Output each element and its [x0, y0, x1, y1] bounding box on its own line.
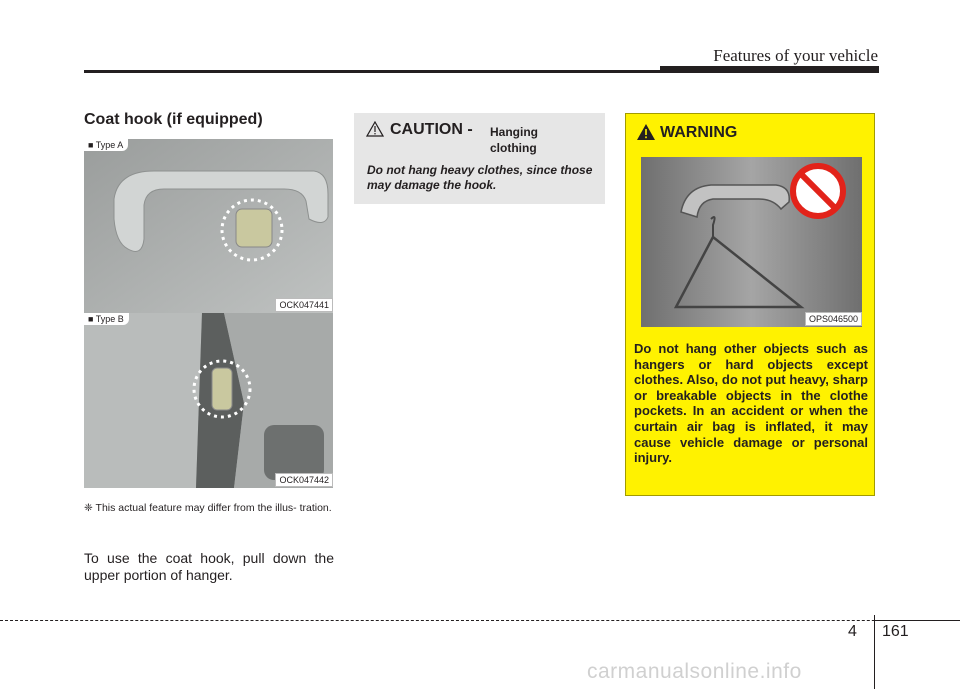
- figure-type-b: [84, 313, 333, 488]
- type-b-label: ■ Type B: [84, 313, 129, 325]
- section-title: Coat hook (if equipped): [84, 111, 263, 128]
- running-header: Features of your vehicle: [713, 46, 878, 65]
- caution-title: CAUTION -: [390, 121, 473, 138]
- type-a-code: OCK047441: [275, 298, 333, 312]
- type-a-label: ■ Type A: [84, 139, 128, 151]
- illustration-note: ❈ This actual feature may differ from the illus- tration.: [84, 502, 332, 514]
- caution-triangle-icon: [366, 121, 384, 137]
- coat-hook-type-a-photo: [84, 139, 333, 313]
- watermark: carmanualsonline.info: [587, 660, 802, 683]
- chapter-number: 4: [848, 623, 857, 640]
- warning-text: Do not hang other objects such as hangers or hard objects except clothes. Also, do not put heavy, sharp or breakable objects in the clothe pockets. In an accident or when the curtain air bag is inflated, it may cause vehicle damage or personal injury.: [634, 341, 868, 466]
- page-number-separator: [874, 615, 875, 689]
- hanger-on-hook-photo: [641, 157, 862, 327]
- warning-figure: [641, 157, 862, 327]
- caution-text: Do not hang heavy clothes, since those may damage the hook.: [367, 163, 593, 192]
- body-text: To use the coat hook, pull down the upper portion of hanger.: [84, 550, 334, 583]
- figure-type-a: [84, 139, 333, 313]
- coat-hook-type-b-photo: [84, 313, 333, 488]
- warning-triangle-icon: [636, 123, 656, 141]
- warning-image-code: OPS046500: [805, 312, 862, 326]
- footer-rule-solid: [874, 620, 960, 621]
- type-b-code: OCK047442: [275, 473, 333, 487]
- footer-rule: [0, 620, 960, 621]
- warning-title: WARNING: [660, 124, 738, 141]
- page-number: 161: [882, 623, 909, 640]
- header-rule-accent: [660, 66, 879, 71]
- caution-subtitle: Hanging clothing: [490, 125, 538, 155]
